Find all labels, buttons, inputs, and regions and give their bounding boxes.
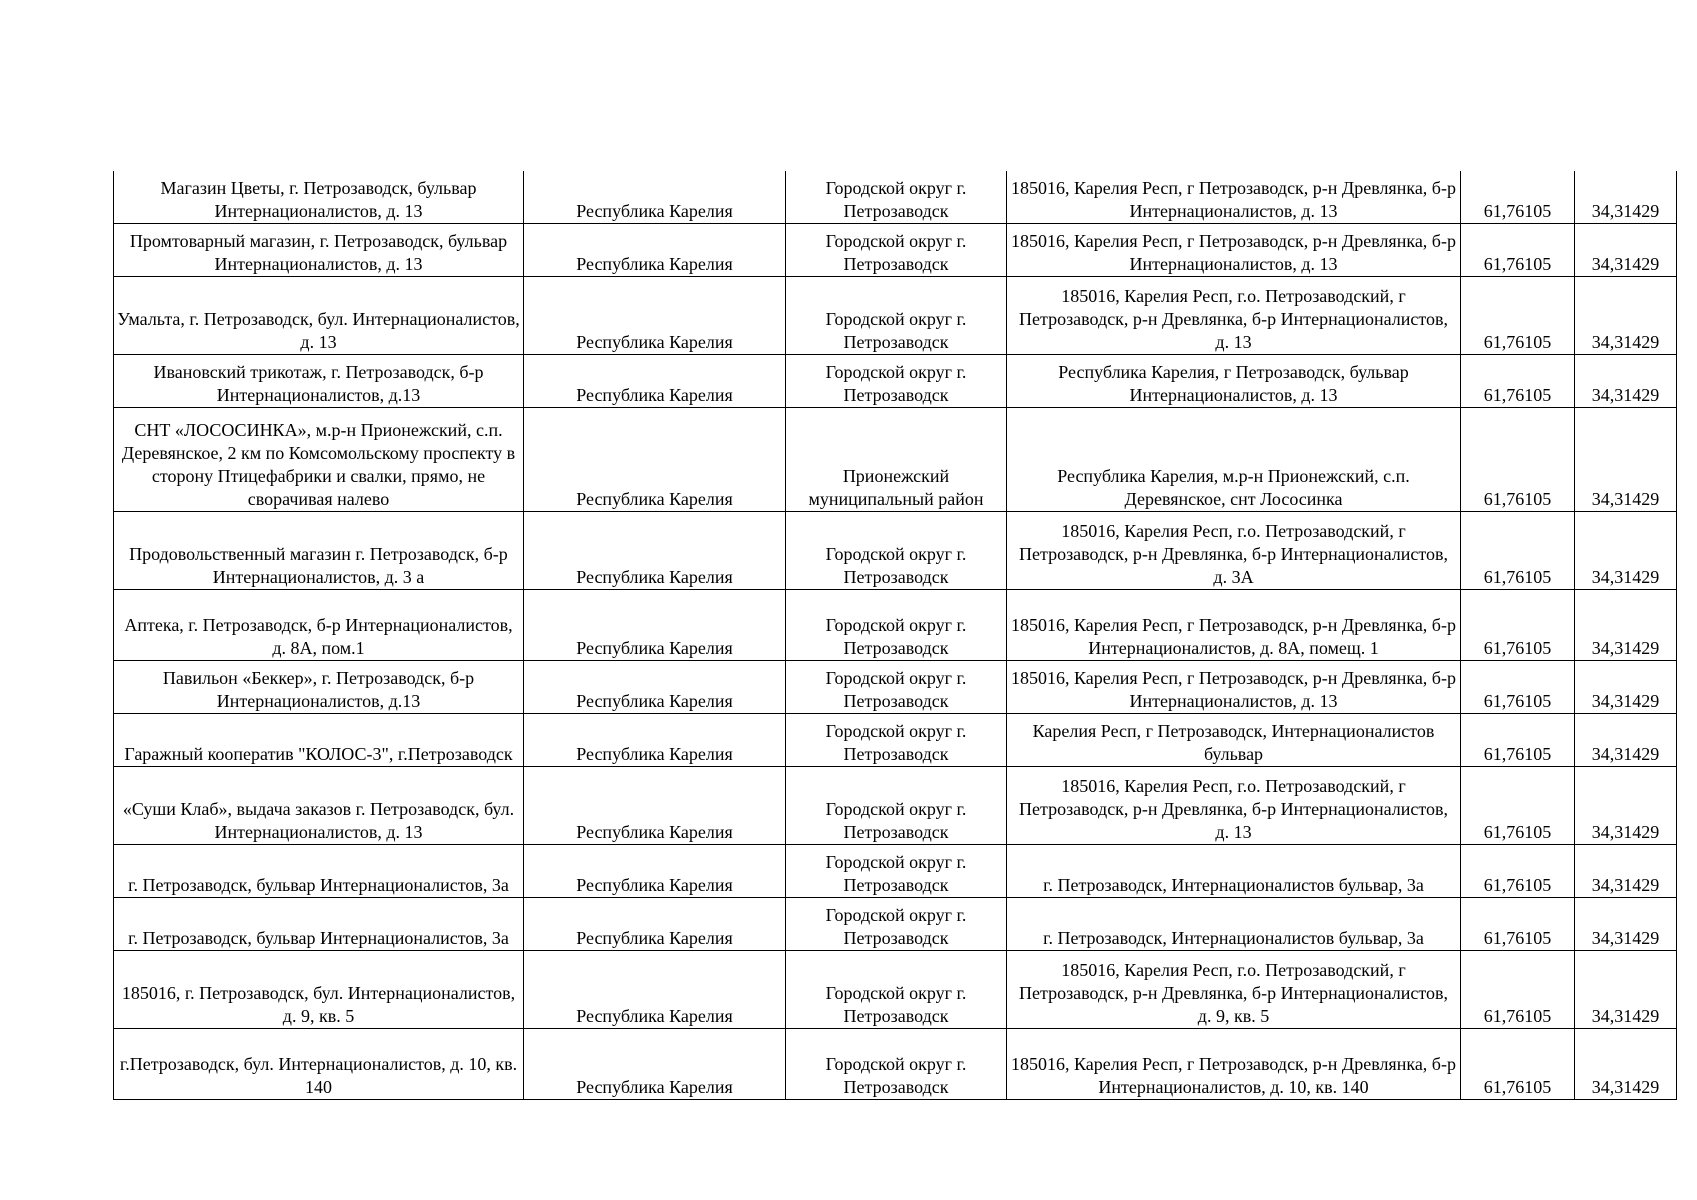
region-cell: Республика Карелия — [524, 766, 786, 844]
region-cell: Республика Карелия — [524, 171, 786, 223]
object-name-cell: «Суши Клаб», выдача заказов г. Петрозаводск, бул. Интернационалистов, д. 13 — [114, 766, 524, 844]
object-name-cell: Умальта, г. Петрозаводск, бул. Интернационалистов, д. 13 — [114, 276, 524, 354]
latitude-cell: 61,76105 — [1461, 589, 1575, 660]
object-name-cell: Промтоварный магазин, г. Петрозаводск, бульвар Интернационалистов, д. 13 — [114, 223, 524, 276]
longitude-cell: 34,31429 — [1575, 223, 1677, 276]
address-cell: 185016, Карелия Респ, г.о. Петрозаводский, г Петрозаводск, р-н Древлянка, б-р Интернационалистов, д. 13 — [1007, 766, 1461, 844]
table-row — [114, 660, 1677, 713]
district-cell: Городской округ г. Петрозаводск — [786, 1028, 1007, 1099]
object-name-cell: Гаражный кооператив "КОЛОС-3", г.Петрозаводск — [114, 713, 524, 766]
object-name-cell: Ивановский трикотаж, г. Петрозаводск, б-р Интернационалистов, д.13 — [114, 354, 524, 407]
latitude-cell: 61,76105 — [1461, 511, 1575, 589]
latitude-cell: 61,76105 — [1461, 354, 1575, 407]
longitude-cell: 34,31429 — [1575, 511, 1677, 589]
table-row — [114, 1028, 1677, 1099]
longitude-cell: 34,31429 — [1575, 660, 1677, 713]
longitude-cell: 34,31429 — [1575, 1028, 1677, 1099]
region-cell: Республика Карелия — [524, 511, 786, 589]
longitude-cell: 34,31429 — [1575, 171, 1677, 223]
latitude-cell: 61,76105 — [1461, 660, 1575, 713]
table-row — [114, 950, 1677, 1028]
address-cell: г. Петрозаводск, Интернационалистов бульвар, 3а — [1007, 844, 1461, 897]
longitude-cell: 34,31429 — [1575, 589, 1677, 660]
region-cell: Республика Карелия — [524, 897, 786, 950]
district-cell: Городской округ г. Петрозаводск — [786, 354, 1007, 407]
address-cell: 185016, Карелия Респ, г Петрозаводск, р-н Древлянка, б-р Интернационалистов, д. 10, кв. 140 — [1007, 1028, 1461, 1099]
address-cell: 185016, Карелия Респ, г.о. Петрозаводский, г Петрозаводск, р-н Древлянка, б-р Интернационалистов, д. 13 — [1007, 276, 1461, 354]
address-cell: 185016, Карелия Респ, г.о. Петрозаводский, г Петрозаводск, р-н Древлянка, б-р Интернационалистов, д. 3А — [1007, 511, 1461, 589]
table-row — [114, 511, 1677, 589]
district-cell: Городской округ г. Петрозаводск — [786, 950, 1007, 1028]
longitude-cell: 34,31429 — [1575, 897, 1677, 950]
region-cell: Республика Карелия — [524, 223, 786, 276]
district-cell: Городской округ г. Петрозаводск — [786, 223, 1007, 276]
latitude-cell: 61,76105 — [1461, 950, 1575, 1028]
object-name-cell: 185016, г. Петрозаводск, бул. Интернационалистов, д. 9, кв. 5 — [114, 950, 524, 1028]
region-cell: Республика Карелия — [524, 1028, 786, 1099]
longitude-cell: 34,31429 — [1575, 407, 1677, 511]
object-name-cell: СНТ «ЛОСОСИНКА», м.р-н Прионежский, с.п. Деревянское, 2 км по Комсомольскому проспекту в сторону Птицефабрики и свалки, прямо, не сворачивая налево — [114, 407, 524, 511]
object-name-cell: Магазин Цветы, г. Петрозаводск, бульвар Интернационалистов, д. 13 — [114, 171, 524, 223]
district-cell: Городской округ г. Петрозаводск — [786, 589, 1007, 660]
latitude-cell: 61,76105 — [1461, 713, 1575, 766]
table-row — [114, 407, 1677, 511]
region-cell: Республика Карелия — [524, 844, 786, 897]
longitude-cell: 34,31429 — [1575, 354, 1677, 407]
table-row — [114, 766, 1677, 844]
object-name-cell: Продовольственный магазин г. Петрозаводск, б-р Интернационалистов, д. 3 а — [114, 511, 524, 589]
latitude-cell: 61,76105 — [1461, 171, 1575, 223]
longitude-cell: 34,31429 — [1575, 713, 1677, 766]
latitude-cell: 61,76105 — [1461, 844, 1575, 897]
district-cell: Городской округ г. Петрозаводск — [786, 511, 1007, 589]
district-cell: Прионежский муниципальный район — [786, 407, 1007, 511]
longitude-cell: 34,31429 — [1575, 766, 1677, 844]
table-row — [114, 844, 1677, 897]
address-cell: 185016, Карелия Респ, г Петрозаводск, р-н Древлянка, б-р Интернационалистов, д. 13 — [1007, 660, 1461, 713]
object-name-cell: г. Петрозаводск, бульвар Интернационалистов, 3а — [114, 897, 524, 950]
address-cell: 185016, Карелия Респ, г Петрозаводск, р-н Древлянка, б-р Интернационалистов, д. 8А, помещ. 1 — [1007, 589, 1461, 660]
region-cell: Республика Карелия — [524, 589, 786, 660]
object-name-cell: Аптека, г. Петрозаводск, б-р Интернационалистов, д. 8А, пом.1 — [114, 589, 524, 660]
region-cell: Республика Карелия — [524, 950, 786, 1028]
table-row — [114, 223, 1677, 276]
latitude-cell: 61,76105 — [1461, 223, 1575, 276]
table-row — [114, 354, 1677, 407]
longitude-cell: 34,31429 — [1575, 844, 1677, 897]
region-cell: Республика Карелия — [524, 660, 786, 713]
district-cell: Городской округ г. Петрозаводск — [786, 276, 1007, 354]
region-cell: Республика Карелия — [524, 354, 786, 407]
latitude-cell: 61,76105 — [1461, 766, 1575, 844]
address-cell: Карелия Респ, г Петрозаводск, Интернационалистов бульвар — [1007, 713, 1461, 766]
address-cell: г. Петрозаводск, Интернационалистов бульвар, 3а — [1007, 897, 1461, 950]
address-cell: Республика Карелия, г Петрозаводск, бульвар Интернационалистов, д. 13 — [1007, 354, 1461, 407]
latitude-cell: 61,76105 — [1461, 897, 1575, 950]
object-name-cell: Павильон «Беккер», г. Петрозаводск, б-р Интернационалистов, д.13 — [114, 660, 524, 713]
address-cell: 185016, Карелия Респ, г Петрозаводск, р-н Древлянка, б-р Интернационалистов, д. 13 — [1007, 223, 1461, 276]
table-row — [114, 897, 1677, 950]
address-cell: 185016, Карелия Респ, г Петрозаводск, р-н Древлянка, б-р Интернационалистов, д. 13 — [1007, 171, 1461, 223]
longitude-cell: 34,31429 — [1575, 276, 1677, 354]
district-cell: Городской округ г. Петрозаводск — [786, 171, 1007, 223]
table-row — [114, 276, 1677, 354]
longitude-cell: 34,31429 — [1575, 950, 1677, 1028]
region-cell: Республика Карелия — [524, 407, 786, 511]
table-row — [114, 171, 1677, 223]
district-cell: Городской округ г. Петрозаводск — [786, 897, 1007, 950]
region-cell: Республика Карелия — [524, 276, 786, 354]
table-row — [114, 589, 1677, 660]
locations-table — [113, 171, 1677, 1100]
address-cell: 185016, Карелия Респ, г.о. Петрозаводский, г Петрозаводск, р-н Древлянка, б-р Интернационалистов, д. 9, кв. 5 — [1007, 950, 1461, 1028]
region-cell: Республика Карелия — [524, 713, 786, 766]
district-cell: Городской округ г. Петрозаводск — [786, 766, 1007, 844]
latitude-cell: 61,76105 — [1461, 276, 1575, 354]
district-cell: Городской округ г. Петрозаводск — [786, 713, 1007, 766]
district-cell: Городской округ г. Петрозаводск — [786, 844, 1007, 897]
table-row — [114, 713, 1677, 766]
latitude-cell: 61,76105 — [1461, 1028, 1575, 1099]
district-cell: Городской округ г. Петрозаводск — [786, 660, 1007, 713]
object-name-cell: г.Петрозаводск, бул. Интернационалистов, д. 10, кв. 140 — [114, 1028, 524, 1099]
object-name-cell: г. Петрозаводск, бульвар Интернационалистов, 3а — [114, 844, 524, 897]
address-cell: Республика Карелия, м.р-н Прионежский, с.п. Деревянское, снт Лососинка — [1007, 407, 1461, 511]
latitude-cell: 61,76105 — [1461, 407, 1575, 511]
